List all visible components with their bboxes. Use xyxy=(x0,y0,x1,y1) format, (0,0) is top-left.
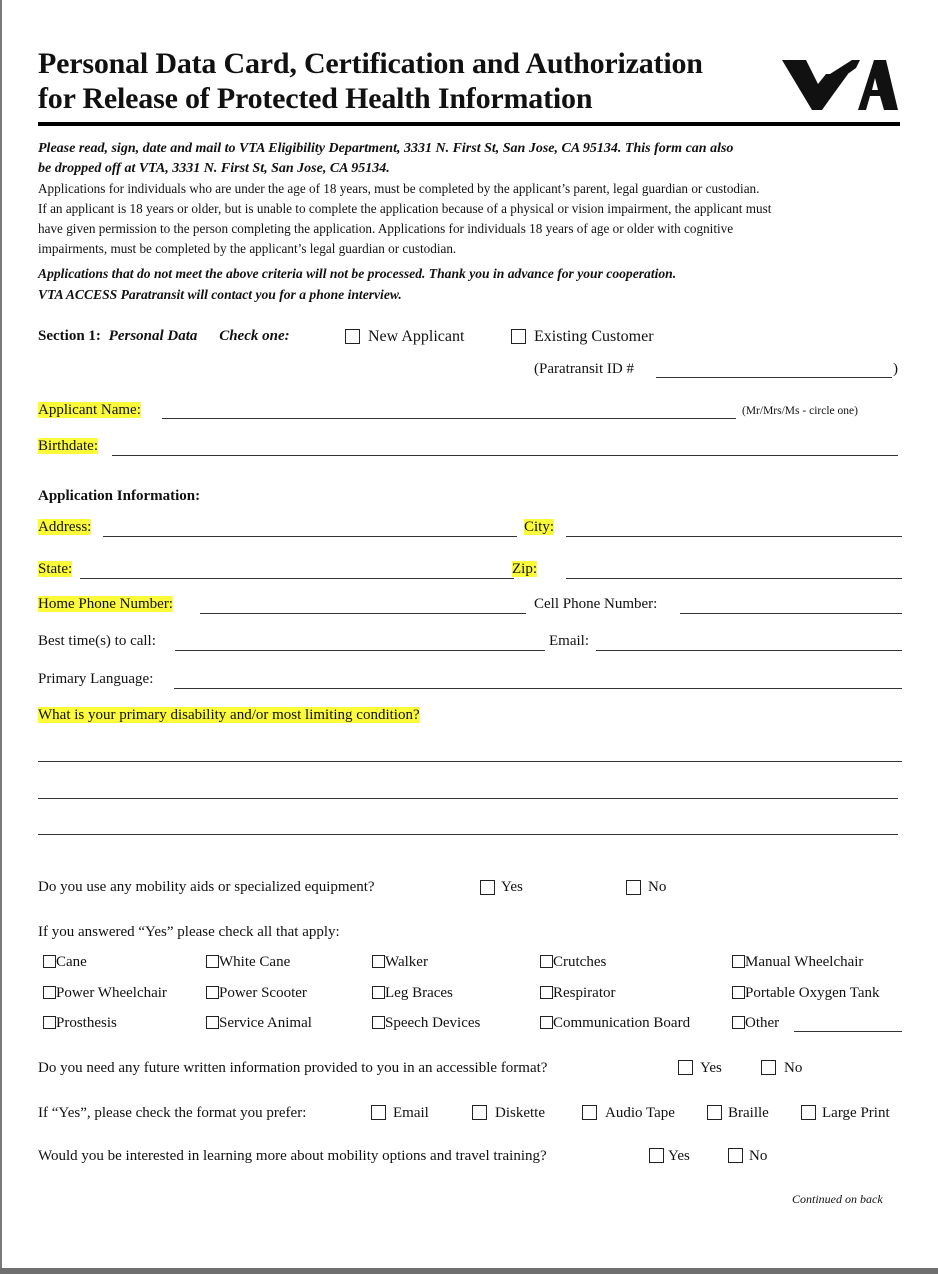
aid-portable-oxygen-tank[interactable]: Portable Oxygen Tank xyxy=(732,985,879,1002)
page-border-bottom xyxy=(0,1268,938,1274)
title-rule xyxy=(38,122,900,126)
paratransit-id-input[interactable] xyxy=(656,377,892,378)
training-no-label: No xyxy=(749,1148,768,1164)
intro-mail-instructions-2: be dropped off at VTA, 3331 N. First St, San Jose, CA 95134. xyxy=(38,161,390,176)
aid-service-animal-checkbox[interactable] xyxy=(206,1016,219,1029)
email-input[interactable] xyxy=(596,650,902,651)
mobility-no-checkbox[interactable] xyxy=(626,880,641,895)
aid-speech-devices[interactable]: Speech Devices xyxy=(372,1015,480,1032)
notice-phone-interview: VTA ACCESS Paratransit will contact you for a phone interview. xyxy=(38,287,402,302)
best-time-label: Best time(s) to call: xyxy=(38,633,156,649)
aid-cane-checkbox[interactable] xyxy=(43,955,56,968)
aid-white-cane[interactable]: White Cane xyxy=(206,954,290,971)
aid-leg-braces-checkbox[interactable] xyxy=(372,986,385,999)
aid-walker[interactable]: Walker xyxy=(372,954,428,971)
aid-power-scooter[interactable]: Power Scooter xyxy=(206,985,307,1002)
format-braille-label: Braille xyxy=(728,1105,769,1121)
title-line-1: Personal Data Card, Certification and Authorization xyxy=(38,47,703,80)
state-label: State: xyxy=(38,561,73,577)
travel-training-question: Would you be interested in learning more about mobility options and travel training? xyxy=(38,1148,547,1164)
state-input[interactable] xyxy=(80,578,514,579)
aid-manual-wheelchair-checkbox[interactable] xyxy=(732,955,745,968)
disability-answer-line-2[interactable] xyxy=(38,798,898,799)
applicant-name-input[interactable] xyxy=(162,418,736,419)
accessible-yes-label: Yes xyxy=(700,1060,722,1076)
page-title xyxy=(38,46,703,116)
new-applicant-checkbox[interactable] xyxy=(345,329,360,344)
intro-paragraph-3: have given permission to the person completing the application. Applications for individuals 18 years of age or older with cognitive xyxy=(38,221,734,236)
existing-customer-checkbox[interactable] xyxy=(511,329,526,344)
section-1-label: Section 1: Personal Data Check one: xyxy=(38,328,290,344)
home-phone-input[interactable] xyxy=(200,613,526,614)
training-yes-checkbox[interactable] xyxy=(649,1148,664,1163)
notice-criteria: Applications that do not meet the above criteria will not be processed. Thank you in advance for your cooperation. xyxy=(38,266,677,281)
aid-other-input[interactable] xyxy=(794,1031,902,1032)
aid-manual-wheelchair[interactable]: Manual Wheelchair xyxy=(732,954,863,971)
intro-mail-instructions-1: Please read, sign, date and mail to VTA Eligibility Department, 3331 N. First St, San Jose, CA 95134. This form can also xyxy=(38,141,734,156)
cell-phone-input[interactable] xyxy=(680,613,902,614)
aid-portable-oxygen-tank-checkbox[interactable] xyxy=(732,986,745,999)
aid-respirator-checkbox[interactable] xyxy=(540,986,553,999)
disability-answer-line-1[interactable] xyxy=(38,761,902,762)
new-applicant-label: New Applicant xyxy=(368,328,465,345)
intro-paragraph-1: Applications for individuals who are under the age of 18 years, must be completed by the applicant’s parent, legal guardian or custodian. xyxy=(38,181,760,196)
birthdate-label: Birthdate: xyxy=(38,438,98,454)
continued-on-back: Continued on back xyxy=(792,1192,883,1206)
format-audio-tape-label: Audio Tape xyxy=(605,1105,675,1121)
aid-crutches[interactable]: Crutches xyxy=(540,954,606,971)
name-title-note: (Mr/Mrs/Ms - circle one) xyxy=(742,405,858,417)
format-large-print-label: Large Print xyxy=(822,1105,890,1121)
aid-walker-checkbox[interactable] xyxy=(372,955,385,968)
primary-language-label: Primary Language: xyxy=(38,671,154,687)
format-email-label: Email xyxy=(393,1105,429,1121)
primary-language-input[interactable] xyxy=(174,688,902,689)
aid-respirator[interactable]: Respirator xyxy=(540,985,615,1002)
aid-power-wheelchair[interactable]: Power Wheelchair xyxy=(43,985,167,1002)
format-diskette-label: Diskette xyxy=(495,1105,545,1121)
mobility-aids-question: Do you use any mobility aids or specialized equipment? xyxy=(38,879,375,895)
existing-customer-label: Existing Customer xyxy=(534,328,654,345)
zip-label: Zip: xyxy=(512,561,537,577)
aid-other[interactable]: Other xyxy=(732,1015,779,1032)
format-preference-prompt: If “Yes”, please check the format you prefer: xyxy=(38,1105,307,1121)
mobility-no-label: No xyxy=(648,879,667,895)
mobility-apply-prompt: If you answered “Yes” please check all that apply: xyxy=(38,924,340,940)
accessible-no-checkbox[interactable] xyxy=(761,1060,776,1075)
best-time-input[interactable] xyxy=(175,650,545,651)
title-line-2: for Release of Protected Health Information xyxy=(38,82,593,115)
aid-prosthesis-checkbox[interactable] xyxy=(43,1016,56,1029)
aid-prosthesis[interactable]: Prosthesis xyxy=(43,1015,117,1032)
cell-phone-label: Cell Phone Number: xyxy=(534,596,658,612)
aid-cane[interactable]: Cane xyxy=(43,954,87,971)
applicant-name-label: Applicant Name: xyxy=(38,402,141,418)
mobility-yes-checkbox[interactable] xyxy=(480,880,495,895)
zip-input[interactable] xyxy=(566,578,902,579)
format-large-print-checkbox[interactable] xyxy=(801,1105,816,1120)
mobility-yes-label: Yes xyxy=(501,879,523,895)
page-border-left xyxy=(0,0,2,1274)
address-label: Address: xyxy=(38,519,92,535)
format-diskette-checkbox[interactable] xyxy=(472,1105,487,1120)
aid-power-scooter-checkbox[interactable] xyxy=(206,986,219,999)
city-input[interactable] xyxy=(566,536,902,537)
format-email-checkbox[interactable] xyxy=(371,1105,386,1120)
training-yes-label: Yes xyxy=(668,1148,690,1164)
format-audio-tape-checkbox[interactable] xyxy=(582,1105,597,1120)
disability-answer-line-3[interactable] xyxy=(38,834,898,835)
aid-leg-braces[interactable]: Leg Braces xyxy=(372,985,453,1002)
intro-paragraph-2: If an applicant is 18 years or older, but is unable to complete the application because of a physical or vision impairment, the applicant must xyxy=(38,201,772,216)
disability-question: What is your primary disability and/or most limiting condition? xyxy=(38,707,420,723)
email-label: Email: xyxy=(549,633,589,649)
paratransit-id-label: (Paratransit ID # xyxy=(534,361,634,377)
birthdate-input[interactable] xyxy=(112,455,898,456)
paratransit-id-close: ) xyxy=(893,361,898,377)
format-braille-checkbox[interactable] xyxy=(707,1105,722,1120)
accessible-no-label: No xyxy=(784,1060,803,1076)
aid-power-wheelchair-checkbox[interactable] xyxy=(43,986,56,999)
aid-communication-board-checkbox[interactable] xyxy=(540,1016,553,1029)
intro-paragraph-4: impairments, must be completed by the applicant’s legal guardian or custodian. xyxy=(38,241,457,256)
address-input[interactable] xyxy=(103,536,517,537)
city-label: City: xyxy=(524,519,555,535)
aid-service-animal[interactable]: Service Animal xyxy=(206,1015,312,1032)
application-information-heading: Application Information: xyxy=(38,488,201,504)
home-phone-label: Home Phone Number: xyxy=(38,596,173,612)
accessible-format-question: Do you need any future written information provided to you in an accessible format? xyxy=(38,1060,548,1076)
aid-communication-board[interactable]: Communication Board xyxy=(540,1015,690,1032)
vta-logo-icon xyxy=(782,56,898,112)
aid-speech-devices-checkbox[interactable] xyxy=(372,1016,385,1029)
aid-white-cane-checkbox[interactable] xyxy=(206,955,219,968)
accessible-yes-checkbox[interactable] xyxy=(678,1060,693,1075)
aid-other-checkbox[interactable] xyxy=(732,1016,745,1029)
training-no-checkbox[interactable] xyxy=(728,1148,743,1163)
aid-crutches-checkbox[interactable] xyxy=(540,955,553,968)
